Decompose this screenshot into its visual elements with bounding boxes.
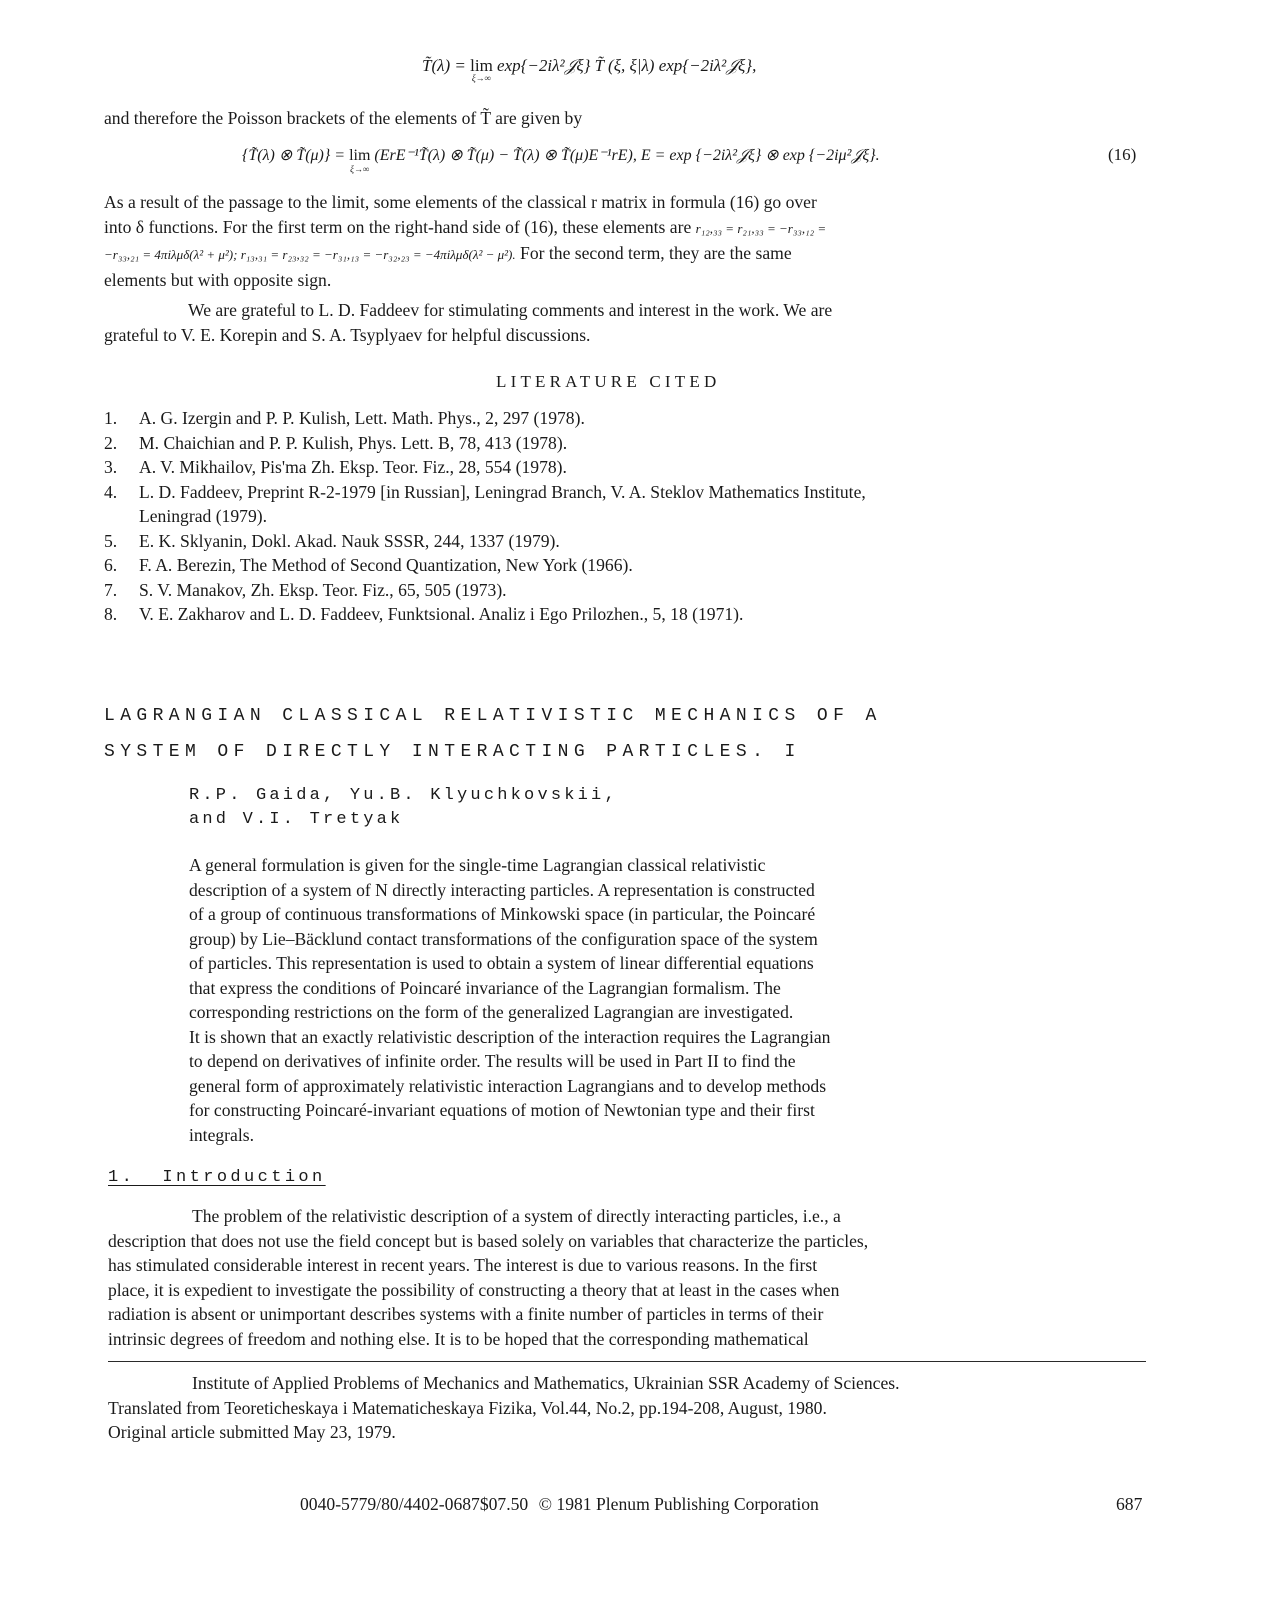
- reference-item: 3. A. V. Mikhailov, Pis'ma Zh. Eksp. Teor. Fiz., 28, 554 (1978).: [104, 457, 567, 477]
- authors-line-2: and V.I. Tretyak: [189, 810, 404, 829]
- abstract-line: It is shown that an exactly relativistic description of the interaction requires the Lagrangian: [189, 1026, 831, 1047]
- reference-item: 5. E. K. Sklyanin, Dokl. Akad. Nauk SSSR, 244, 1337 (1979).: [104, 530, 560, 551]
- footnote-line: Translated from Teoreticheskaya i Matematicheskaya Fizika, Vol.44, No.2, pp.194-208, August, 1980.: [108, 1397, 827, 1418]
- reference-item: 6. F. A. Berezin, The Method of Second Quantization, New York (1966).: [104, 555, 633, 575]
- equation-16-lhs: {T̃(λ) ⊗ T̃(μ)} =: [242, 147, 350, 164]
- intro-line: place, it is expedient to investigate the possibility of constructing a theory that at least in the cases when: [108, 1279, 840, 1300]
- issn-code: 0040-5779/80/4402-0687$07.50: [300, 1494, 529, 1514]
- limit-operator: lim ξ→∞: [470, 56, 493, 83]
- footnote: [108, 1371, 900, 1445]
- page-footer: [300, 1494, 819, 1515]
- equation-16-rhs: (ErE⁻¹T̃(λ) ⊗ T̃(μ) − T̃(λ) ⊗ T̃(μ)E⁻¹rE), E = exp {−2iλ²𝒥ξ} ⊗ exp {−2iμ²𝒥ξ}.: [374, 147, 880, 164]
- abstract-line: that express the conditions of Poincaré invariance of the Lagrangian formalism. The: [189, 977, 781, 998]
- equation-number-16: (16): [1108, 145, 1137, 164]
- paragraph-limit: [104, 190, 826, 292]
- ack-line-1: We are grateful to L. D. Faddeev for stimulating comments and interest in the work. We are: [188, 300, 833, 320]
- paragraph-acknowledgment: [104, 298, 832, 347]
- equation-transfer-limit: [422, 56, 757, 83]
- reference-list: [104, 406, 866, 627]
- literature-cited-heading: LITERATURE CITED: [496, 372, 721, 391]
- article-title-line-1: LAGRANGIAN CLASSICAL RELATIVISTIC MECHANICS OF A: [104, 706, 882, 726]
- reference-item: 2. M. Chaichian and P. P. Kulish, Phys. Lett. B, 78, 413 (1978).: [104, 432, 568, 453]
- footnote-line: Original article submitted May 23, 1979.: [108, 1422, 396, 1442]
- abstract-line: general form of approximately relativistic interaction Lagrangians and to develop methods: [189, 1075, 827, 1096]
- intro-line: The problem of the relativistic description of a system of directly interacting particles, i.e., a: [192, 1206, 841, 1226]
- abstract-line: group) by Lie–Bäcklund contact transformations of the configuration space of the system: [189, 928, 818, 949]
- intro-line: has stimulated considerable interest in recent years. The interest is due to various reasons. In the first: [108, 1255, 818, 1275]
- intro-line: description that does not use the field concept but is based solely on variables that characterize the particles,: [108, 1230, 869, 1251]
- equation-16: [242, 145, 880, 174]
- footnote-line: Institute of Applied Problems of Mechanics and Mathematics, Ukrainian SSR Academy of Sciences.: [192, 1373, 900, 1393]
- abstract-line: corresponding restrictions on the form of the generalized Lagrangian are investigated.: [189, 1002, 794, 1022]
- ack-line-2: grateful to V. E. Korepin and S. A. Tsyplyaev for helpful discussions.: [104, 324, 591, 345]
- reference-item: 8. V. E. Zakharov and L. D. Faddeev, Funktsional. Analiz i Ego Prilozhen., 5, 18 (1971).: [104, 604, 744, 624]
- abstract: [189, 853, 830, 1147]
- reference-item: 4. L. D. Faddeev, Preprint R-2-1979 [in Russian], Leningrad Branch, V. A. Steklov Mathematics Institute, Leningrad (1979).: [104, 481, 866, 526]
- abstract-line: for constructing Poincaré-invariant equations of motion of Newtonian type and their first: [189, 1100, 815, 1120]
- section-heading-introduction: 1. Introduction: [108, 1168, 326, 1187]
- abstract-line: of particles. This representation is used to obtain a system of linear differential equations: [189, 953, 814, 973]
- article-title-line-2: SYSTEM OF DIRECTLY INTERACTING PARTICLES. I: [104, 742, 801, 762]
- abstract-line: of a group of continuous transformations of Minkowski space (in particular, the Poincaré: [189, 904, 816, 924]
- paragraph-poisson: and therefore the Poisson brackets of the elements of T̃ are given by: [104, 108, 583, 128]
- equation-rhs: exp{−2iλ²𝒥ξ} T̃ (ξ, ξ|λ) exp{−2iλ²𝒥ξ},: [497, 56, 757, 75]
- reference-item: 7. S. V. Manakov, Zh. Eksp. Teor. Fiz., 65, 505 (1973).: [104, 579, 507, 600]
- abstract-line: description of a system of N directly interacting particles. A representation is constructed: [189, 879, 815, 900]
- limit-line-1: As a result of the passage to the limit, some elements of the classical r matrix in formula (16) go over: [104, 192, 817, 212]
- abstract-line: A general formulation is given for the single-time Lagrangian classical relativistic: [189, 855, 766, 875]
- article-title: [104, 698, 882, 770]
- abstract-line: integrals.: [189, 1124, 254, 1145]
- limit-line-2: into δ functions. For the first term on the right-hand side of (16), these elements are r₁₂,₃₃ = r₂₁,₃₃ = −r₃₃,₁₂ =: [104, 216, 827, 237]
- footnote-rule: [108, 1361, 1146, 1362]
- page-number: 687: [1116, 1494, 1143, 1514]
- reference-item: 1. A. G. Izergin and P. P. Kulish, Lett. Math. Phys., 2, 297 (1978).: [104, 408, 585, 428]
- intro-line: radiation is absent or unimportant describes systems with a finite number of particles in terms of their: [108, 1304, 824, 1324]
- limit-line-3: −r₃₃,₂₁ = 4πiλμδ(λ² + μ²); r₁₃,₃₁ = r₂₃,₃₂ = −r₃₁,₁₃ = −r₃₂,₂₃ = −4πiλμδ(λ² − μ²). For the second term, they are the same: [104, 243, 792, 263]
- abstract-line: to depend on derivatives of infinite order. The results will be used in Part II to find the: [189, 1051, 796, 1071]
- authors-line-1: R.P. Gaida, Yu.B. Klyuchkovskii,: [189, 786, 618, 805]
- authors: [189, 784, 618, 832]
- equation-lhs: T̃(λ) =: [422, 56, 471, 75]
- limit-operator-16: lim ξ→∞: [349, 147, 371, 174]
- limit-line-4: elements but with opposite sign.: [104, 269, 332, 290]
- introduction-paragraph: [108, 1204, 868, 1351]
- intro-line: intrinsic degrees of freedom and nothing else. It is to be hoped that the corresponding mathematical: [108, 1328, 809, 1349]
- copyright-notice: © 1981 Plenum Publishing Corporation: [538, 1494, 819, 1514]
